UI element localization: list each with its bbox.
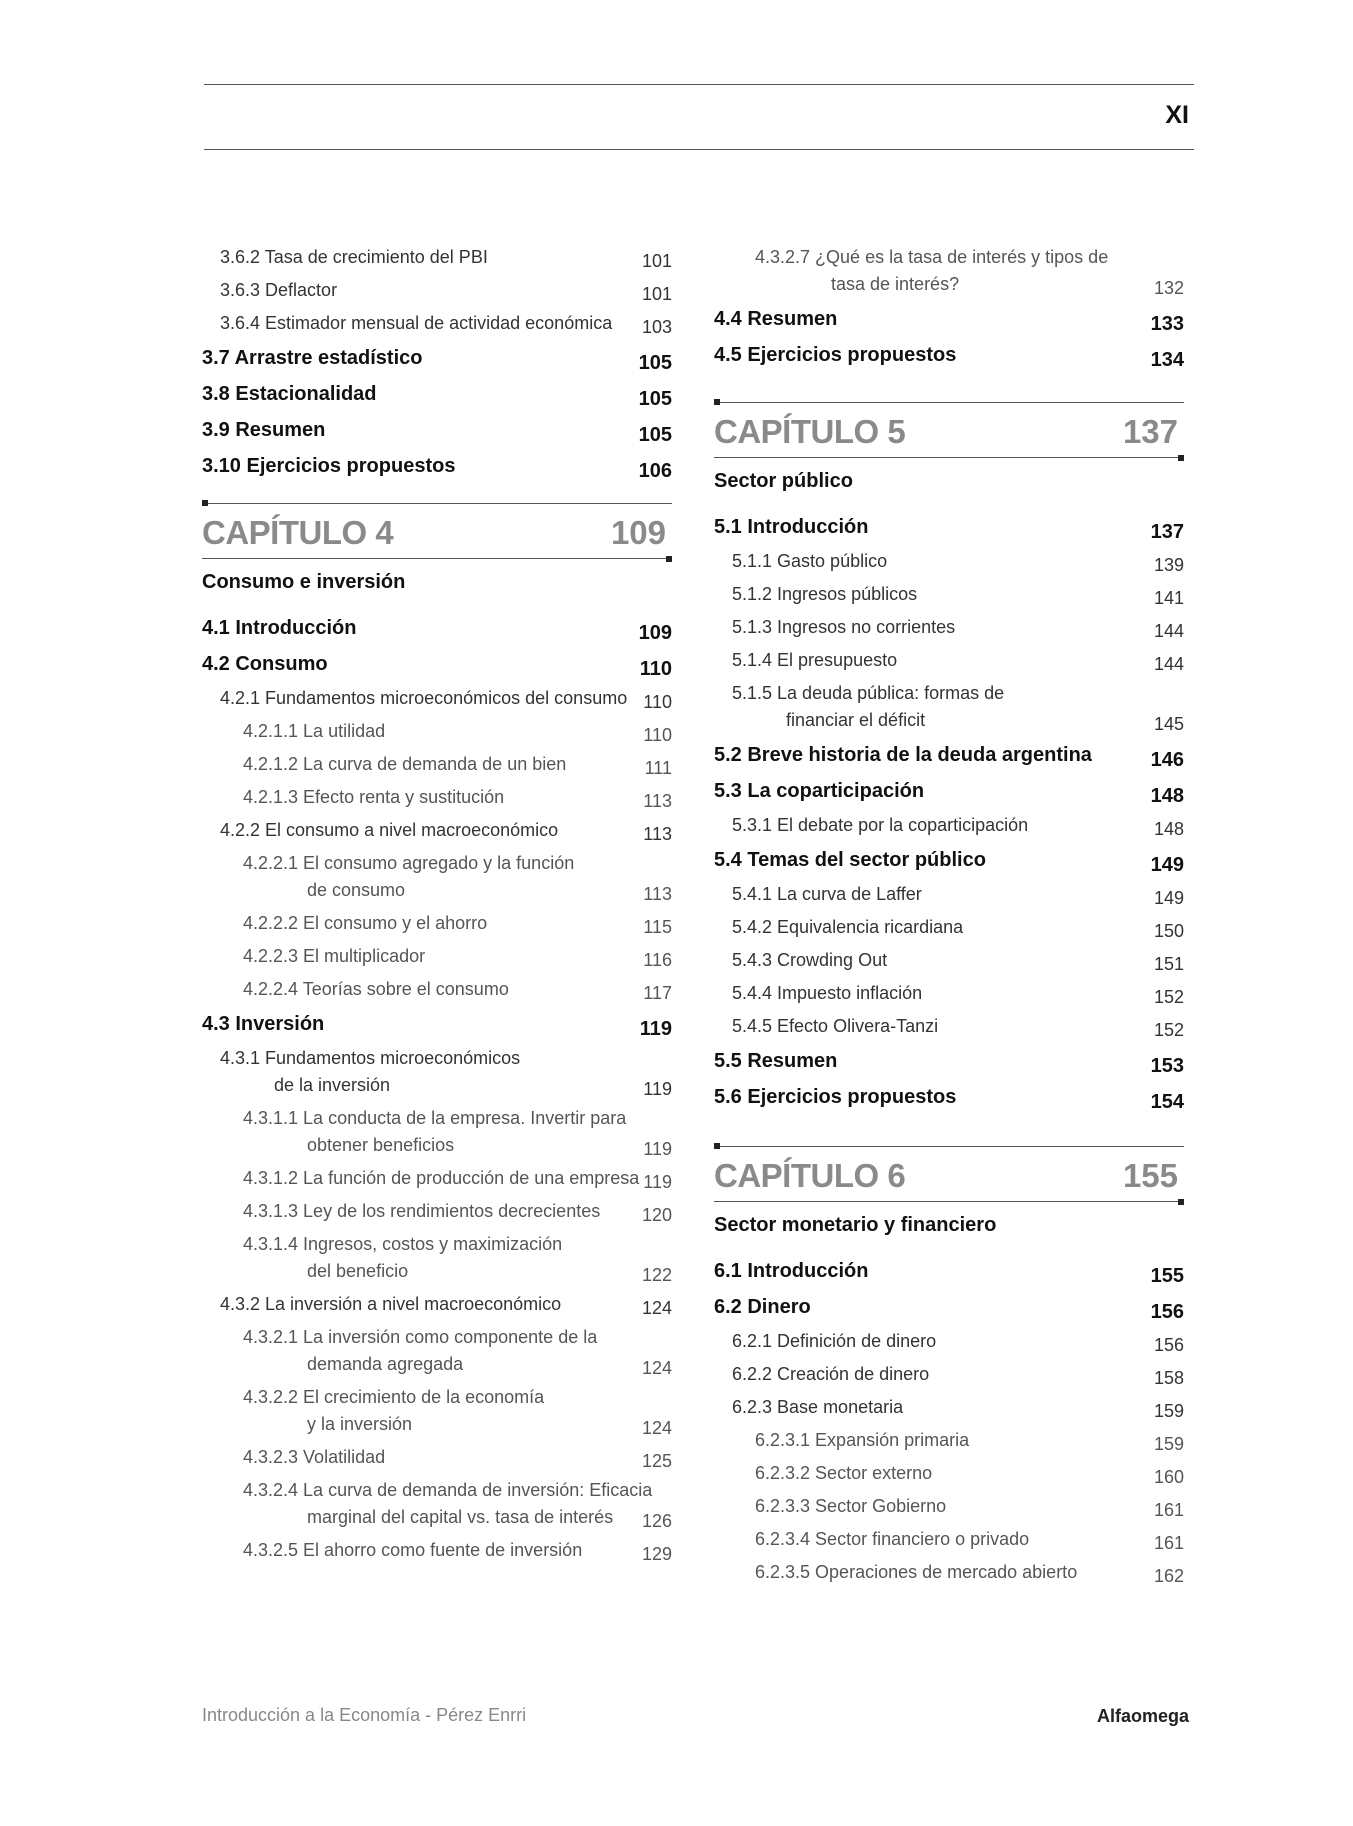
toc-entry-title <box>714 742 1184 769</box>
toc-entry-title-line: 5.1.4 El presupuesto <box>732 650 898 670</box>
toc-entry-page: 113 <box>643 824 672 844</box>
toc-entry-page: 124 <box>641 1298 672 1318</box>
toc-entry <box>202 1043 672 1103</box>
toc-entry-title-line: 4.2.2 El consumo a nivel macroeconómico <box>220 820 559 840</box>
toc-entry-title-line: 6.1 Introducción <box>714 1260 869 1282</box>
toc-entry-title-line: marginal del capital vs. tasa de interés <box>307 1507 614 1527</box>
toc-entry-title <box>220 817 672 844</box>
toc-entry <box>714 546 1184 579</box>
toc-entry-title <box>732 980 1184 1007</box>
toc-entry-title <box>732 1328 1184 1355</box>
toc-entry-page: 109 <box>638 622 672 644</box>
toc-entry-page: 158 <box>1153 1368 1184 1388</box>
toc-entry-title <box>755 1493 1184 1520</box>
toc-entry <box>202 1382 672 1442</box>
page-number: XI <box>1165 101 1189 129</box>
toc-entry-title <box>714 306 1184 333</box>
toc-entry-title-line: 4.2.1.2 La curva de demanda de un bien <box>243 754 567 774</box>
toc-entry-title <box>755 244 1184 298</box>
toc-entry-title-line: 4.3 Inversión <box>202 1013 325 1035</box>
toc-entry-title-line: 3.6.4 Estimador mensual de actividad económica <box>220 313 613 333</box>
toc-group <box>714 510 1184 1116</box>
toc-entry <box>714 1080 1184 1116</box>
toc-entry-title-line: 4.5 Ejercicios propuestos <box>714 344 957 366</box>
toc-entry <box>714 1491 1184 1524</box>
toc-entry-title <box>732 614 1184 641</box>
toc-entry-title-line: 5.4.3 Crowding Out <box>732 950 888 970</box>
toc-entry <box>202 1289 672 1322</box>
toc-entry-page: 125 <box>641 1451 672 1471</box>
toc-entry-title-line: 4.2.1.3 Efecto renta y sustitución <box>243 787 505 807</box>
toc-column-right <box>714 242 1184 1590</box>
toc-entry-title <box>714 1294 1184 1321</box>
chapter-page: 155 <box>1122 1157 1178 1194</box>
toc-entry-title-line: 4.4 Resumen <box>714 308 838 330</box>
toc-entry-title-line: demanda agregada <box>307 1354 464 1374</box>
toc-entry-page: 159 <box>1153 1434 1184 1454</box>
toc-entry-title-line: 6.2.3 Base monetaria <box>732 1397 904 1417</box>
toc-entry-title-line: 5.3.1 El debate por la coparticipación <box>732 815 1029 835</box>
toc-entry-title-line: 5.3 La coparticipación <box>714 780 925 802</box>
toc-entry-title-line: 4.3.1 Fundamentos microeconómicos <box>220 1048 521 1068</box>
chapter-rule-marker <box>666 556 672 562</box>
toc-entry-title <box>755 1526 1184 1553</box>
toc-entry <box>202 1229 672 1289</box>
toc-entry-title-line: 5.4.2 Equivalencia ricardiana <box>732 917 964 937</box>
toc-group <box>714 1254 1184 1590</box>
toc-entry-title <box>243 1537 672 1564</box>
toc-entry-page: 152 <box>1153 987 1184 1007</box>
toc-entry <box>202 1535 672 1568</box>
toc-entry <box>202 848 672 908</box>
toc-entry <box>714 338 1184 374</box>
toc-entry-title <box>202 651 672 678</box>
toc-entry <box>202 647 672 683</box>
toc-entry-title-line: 5.1.5 La deuda pública: formas de <box>732 683 1005 703</box>
toc-entry-title <box>243 910 672 937</box>
toc-entry-title-line: 6.2.1 Definición de dinero <box>732 1331 937 1351</box>
toc-entry-page: 151 <box>1153 954 1184 974</box>
chapter-label: CAPÍTULO 5 <box>714 413 906 450</box>
chapter-heading-4 <box>202 503 672 559</box>
toc-entry-title-line: tasa de interés? <box>831 274 960 294</box>
toc-entry-title <box>243 718 672 745</box>
toc-entry-title-line: 4.2 Consumo <box>202 653 328 675</box>
toc-entry-page: 120 <box>641 1205 672 1225</box>
toc-entry <box>202 1103 672 1163</box>
toc-entry-title-line: 6.2.3.1 Expansión primaria <box>755 1430 970 1450</box>
toc-entry-title-line: 5.5 Resumen <box>714 1050 838 1072</box>
toc-entry-title <box>220 310 672 337</box>
toc-entry-page: 117 <box>643 983 672 1003</box>
toc-entry-page: 148 <box>1150 785 1184 807</box>
toc-entry-page: 113 <box>643 791 672 811</box>
toc-entry-title-line: obtener beneficios <box>307 1135 455 1155</box>
toc-entry-page: 156 <box>1153 1335 1184 1355</box>
toc-entry-page: 113 <box>643 884 672 904</box>
chapter-title: Sector monetario y financiero <box>714 1214 997 1236</box>
chapter-label: CAPÍTULO 4 <box>202 514 394 551</box>
chapter-rule-marker <box>714 1143 720 1149</box>
toc-entry-title <box>732 1013 1184 1040</box>
chapter-heading-6 <box>714 1146 1184 1202</box>
toc-entry-page: 110 <box>643 725 672 745</box>
toc-entry-page: 105 <box>638 388 672 410</box>
header-rule-bottom <box>204 149 1194 150</box>
toc-entry <box>714 1458 1184 1491</box>
toc-entry-title-line: 3.10 Ejercicios propuestos <box>202 455 456 477</box>
toc-entry-page: 154 <box>1150 1091 1184 1113</box>
toc-entry-title <box>714 1258 1184 1285</box>
toc-entry-page: 141 <box>1153 588 1184 608</box>
toc-entry-page: 144 <box>1153 654 1184 674</box>
toc-entry-title-line: 4.2.1.1 La utilidad <box>243 721 386 741</box>
toc-entry-title <box>243 1105 672 1159</box>
toc-entry-title-line: 6.2.3.3 Sector Gobierno <box>755 1496 947 1516</box>
toc-entry-page: 133 <box>1150 313 1184 335</box>
toc-entry-page: 139 <box>1153 555 1184 575</box>
toc-entry-page: 148 <box>1153 819 1184 839</box>
toc-entry-title-line: 4.2.2.2 El consumo y el ahorro <box>243 913 488 933</box>
toc-entry-title-line: 4.2.2.3 El multiplicador <box>243 946 426 966</box>
toc-entry <box>714 879 1184 912</box>
toc-entry-title-line: 5.4.1 La curva de Laffer <box>732 884 922 904</box>
toc-entry-title-line: 4.3.2.3 Volatilidad <box>243 1447 386 1467</box>
toc-entry <box>714 1359 1184 1392</box>
toc-entry <box>202 242 672 275</box>
toc-entry-title <box>243 1477 672 1531</box>
toc-entry <box>714 1425 1184 1458</box>
toc-entry-title <box>243 1324 672 1378</box>
toc-entry-title-line: 5.1.1 Gasto público <box>732 551 888 571</box>
toc-entry <box>202 1163 672 1196</box>
toc-entry <box>714 510 1184 546</box>
toc-entry-title <box>732 647 1184 674</box>
toc-entry-page: 115 <box>643 917 672 937</box>
toc-entry-title <box>732 947 1184 974</box>
toc-entry-title-line: 5.4.4 Impuesto inflación <box>732 983 923 1003</box>
toc-entry-title <box>243 751 672 778</box>
footer-book-title: Introducción a la Economía - Pérez Enrri <box>202 1705 527 1725</box>
toc-entry-title <box>243 1198 672 1225</box>
toc-entry-page: 106 <box>638 460 672 482</box>
toc-entry <box>202 611 672 647</box>
toc-entry <box>714 945 1184 978</box>
toc-entry <box>714 242 1184 302</box>
toc-entry-title-line: 5.4.5 Efecto Olivera-Tanzi <box>732 1016 939 1036</box>
toc-entry-title-line: 6.2 Dinero <box>714 1296 811 1318</box>
toc-entry-page: 156 <box>1150 1301 1184 1323</box>
toc-entry <box>202 974 672 1007</box>
toc-entry <box>202 716 672 749</box>
toc-entry-page: 111 <box>644 758 672 778</box>
toc-entry-page: 124 <box>641 1418 672 1438</box>
toc-entry <box>202 1007 672 1043</box>
toc-entry-title-line: 4.3.2.7 ¿Qué es la tasa de interés y tipos de <box>755 247 1109 267</box>
toc-entry <box>714 1290 1184 1326</box>
toc-entry <box>714 843 1184 879</box>
toc-entry-title-line: y la inversión <box>307 1414 413 1434</box>
toc-group <box>202 242 672 485</box>
footer-publisher: Alfaomega <box>1096 1706 1189 1726</box>
toc-entry <box>202 815 672 848</box>
toc-entry-title <box>243 1165 672 1192</box>
toc-entry-title-line: 4.3.2.5 El ahorro como fuente de inversión <box>243 1540 583 1560</box>
toc-entry-page: 161 <box>1153 1500 1184 1520</box>
toc-entry-title-line: 4.2.2.1 El consumo agregado y la función <box>243 853 575 873</box>
toc-entry-title-line: de la inversión <box>274 1075 391 1095</box>
toc-entry <box>202 275 672 308</box>
chapter-label: CAPÍTULO 6 <box>714 1157 906 1194</box>
toc-entry-page: 126 <box>641 1511 672 1531</box>
chapter-title: Consumo e inversión <box>202 571 406 593</box>
toc-entry <box>714 912 1184 945</box>
toc-entry-page: 152 <box>1153 1020 1184 1040</box>
toc-entry-title <box>220 685 672 712</box>
toc-entry-title <box>755 1427 1184 1454</box>
toc-entry-title <box>732 1361 1184 1388</box>
toc-entry-page: 145 <box>1153 714 1184 734</box>
toc-entry-page: 162 <box>1153 1566 1184 1586</box>
toc-entry <box>202 449 672 485</box>
toc-entry <box>714 302 1184 338</box>
toc-entry-title-line: 6.2.3.4 Sector financiero o privado <box>755 1529 1030 1549</box>
toc-entry-title <box>243 850 672 904</box>
chapter-heading-5 <box>714 402 1184 458</box>
toc-entry-title <box>755 1460 1184 1487</box>
toc-entry-title-line: 4.3.2.4 La curva de demanda de inversión: Eficacia <box>243 1480 653 1500</box>
toc-entry-title-line: 4.3.1.3 Ley de los rendimientos decrecientes <box>243 1201 601 1221</box>
toc-entry <box>202 683 672 716</box>
toc-entry-title <box>202 417 672 444</box>
toc-entry-page: 124 <box>641 1358 672 1378</box>
toc-entry-title <box>202 1011 672 1038</box>
toc-entry <box>202 1322 672 1382</box>
toc-entry-page: 122 <box>641 1265 672 1285</box>
toc-entry-page: 153 <box>1150 1055 1184 1077</box>
toc-entry <box>202 1442 672 1475</box>
toc-entry-page: 101 <box>641 251 672 271</box>
chapter-rule-marker <box>1178 455 1184 461</box>
toc-entry-title <box>732 812 1184 839</box>
toc-entry <box>202 782 672 815</box>
toc-entry-page: 150 <box>1153 921 1184 941</box>
toc-entry-title <box>243 1444 672 1471</box>
toc-entry-title <box>202 381 672 408</box>
toc-entry-page: 119 <box>639 1018 672 1040</box>
toc-entry-title-line: 6.2.3.2 Sector externo <box>755 1463 933 1483</box>
toc-entry-title-line: 4.3.1.2 La función de producción de una empresa <box>243 1168 640 1188</box>
toc-entry-title <box>714 847 1184 874</box>
toc-entry <box>714 810 1184 843</box>
toc-entry <box>714 1011 1184 1044</box>
toc-entry-title-line: del beneficio <box>307 1261 409 1281</box>
toc-entry-title <box>755 1559 1184 1586</box>
toc-entry-title-line: de consumo <box>307 880 406 900</box>
toc-entry <box>202 941 672 974</box>
toc-entry-title-line: 4.3.2 La inversión a nivel macroeconómico <box>220 1294 562 1314</box>
toc-entry-title <box>714 1048 1184 1075</box>
toc-entry <box>714 1044 1184 1080</box>
toc-entry-title-line: 5.1.2 Ingresos públicos <box>732 584 918 604</box>
toc-entry <box>202 377 672 413</box>
toc-entry-title-line: 4.3.1.4 Ingresos, costos y maximización <box>243 1234 563 1254</box>
toc-entry-page: 105 <box>638 352 672 374</box>
toc-entry <box>714 1524 1184 1557</box>
toc-entry-title-line: 5.1 Introducción <box>714 516 869 538</box>
toc-entry-title <box>732 1394 1184 1421</box>
toc-entry-page: 103 <box>641 317 672 337</box>
toc-entry-title <box>202 345 672 372</box>
toc-entry-title-line: financiar el déficit <box>786 710 926 730</box>
toc-entry-title <box>220 244 672 271</box>
toc-entry-page: 144 <box>1153 621 1184 641</box>
chapter-page: 109 <box>610 514 666 551</box>
toc-entry <box>714 1557 1184 1590</box>
toc-entry-page: 146 <box>1150 749 1184 771</box>
toc-entry <box>714 645 1184 678</box>
toc-entry-title <box>732 680 1184 734</box>
toc-entry-title <box>732 581 1184 608</box>
toc-entry-title <box>202 453 672 480</box>
toc-entry-title <box>732 881 1184 908</box>
toc-entry-title-line: 3.6.2 Tasa de crecimiento del PBI <box>220 247 488 267</box>
toc-entry <box>202 1196 672 1229</box>
toc-entry-page: 159 <box>1153 1401 1184 1421</box>
toc-entry-page: 149 <box>1150 854 1184 876</box>
toc-entry-title-line: 4.3.2.1 La inversión como componente de la <box>243 1327 598 1347</box>
toc-group <box>202 611 672 1568</box>
toc-entry-title <box>243 943 672 970</box>
toc-entry-title-line: 5.6 Ejercicios propuestos <box>714 1086 957 1108</box>
toc-entry-page: 119 <box>643 1139 672 1159</box>
toc-entry-page: 149 <box>1153 888 1184 908</box>
chapter-title: Sector público <box>714 470 853 492</box>
toc-entry-title-line: 4.1 Introducción <box>202 617 357 639</box>
toc-entry <box>714 678 1184 738</box>
chapter-rule-marker <box>1178 1199 1184 1205</box>
toc-entry-title <box>714 342 1184 369</box>
toc-entry-title <box>243 1384 672 1438</box>
toc-entry-title-line: 3.7 Arrastre estadístico <box>202 347 423 369</box>
toc-entry-title <box>732 914 1184 941</box>
toc-entry-title <box>243 976 672 1003</box>
toc-entry-page: 161 <box>1153 1533 1184 1553</box>
toc-entry-title-line: 4.2.1 Fundamentos microeconómicos del consumo <box>220 688 628 708</box>
toc-entry-title <box>714 514 1184 541</box>
toc-entry <box>202 749 672 782</box>
toc-entry-title-line: 5.2 Breve historia de la deuda argentina <box>714 744 1092 766</box>
toc-entry-title-line: 3.6.3 Deflactor <box>220 280 338 300</box>
toc-entry-title <box>243 784 672 811</box>
toc-entry-page: 105 <box>638 424 672 446</box>
toc-entry-page: 129 <box>641 1544 672 1564</box>
toc-entry <box>714 1326 1184 1359</box>
toc-column-left <box>202 242 672 1568</box>
toc-entry-page: 116 <box>643 950 672 970</box>
toc-entry-page: 119 <box>643 1079 672 1099</box>
toc-entry <box>202 908 672 941</box>
toc-entry <box>202 413 672 449</box>
toc-entry-title <box>220 277 672 304</box>
toc-entry-title-line: 3.8 Estacionalidad <box>202 383 377 405</box>
toc-entry-page: 160 <box>1153 1467 1184 1487</box>
toc-entry-page: 137 <box>1150 521 1184 543</box>
toc-entry <box>714 738 1184 774</box>
toc-entry-title-line: 4.2.2.4 Teorías sobre el consumo <box>243 979 509 999</box>
toc-group <box>714 242 1184 374</box>
header-rule-top <box>204 84 1194 85</box>
toc-entry-title-line: 5.4 Temas del sector público <box>714 849 986 871</box>
toc-entry <box>714 1254 1184 1290</box>
toc-entry-page: 101 <box>641 284 672 304</box>
toc-entry-title-line: 6.2.2 Creación de dinero <box>732 1364 930 1384</box>
toc-entry-page: 132 <box>1153 278 1184 298</box>
toc-entry-page: 155 <box>1150 1265 1184 1287</box>
toc-entry-title <box>243 1231 672 1285</box>
toc-entry-title <box>732 548 1184 575</box>
toc-entry <box>714 1392 1184 1425</box>
toc-entry-title-line: 6.2.3.5 Operaciones de mercado abierto <box>755 1562 1078 1582</box>
toc-entry-title <box>714 1084 1184 1111</box>
toc-entry <box>202 341 672 377</box>
toc-entry-title-line: 4.3.2.2 El crecimiento de la economía <box>243 1387 545 1407</box>
toc-entry-page: 110 <box>639 658 672 680</box>
toc-entry <box>714 978 1184 1011</box>
toc-entry-title <box>714 778 1184 805</box>
toc-entry-title <box>220 1045 672 1099</box>
toc-entry <box>202 308 672 341</box>
chapter-rule-marker <box>202 500 208 506</box>
toc-entry <box>714 612 1184 645</box>
toc-entry-page: 110 <box>643 692 672 712</box>
toc-entry-page: 134 <box>1150 349 1184 371</box>
toc-entry-title <box>202 615 672 642</box>
toc-entry <box>714 579 1184 612</box>
toc-entry-title-line: 4.3.1.1 La conducta de la empresa. Invertir para <box>243 1108 627 1128</box>
toc-entry-title-line: 5.1.3 Ingresos no corrientes <box>732 617 956 637</box>
toc-entry <box>714 774 1184 810</box>
toc-entry-title <box>220 1291 672 1318</box>
toc-entry <box>202 1475 672 1535</box>
toc-entry-title-line: 3.9 Resumen <box>202 419 326 441</box>
chapter-rule-marker <box>714 399 720 405</box>
chapter-page: 137 <box>1122 413 1178 450</box>
toc-entry-page: 119 <box>643 1172 672 1192</box>
